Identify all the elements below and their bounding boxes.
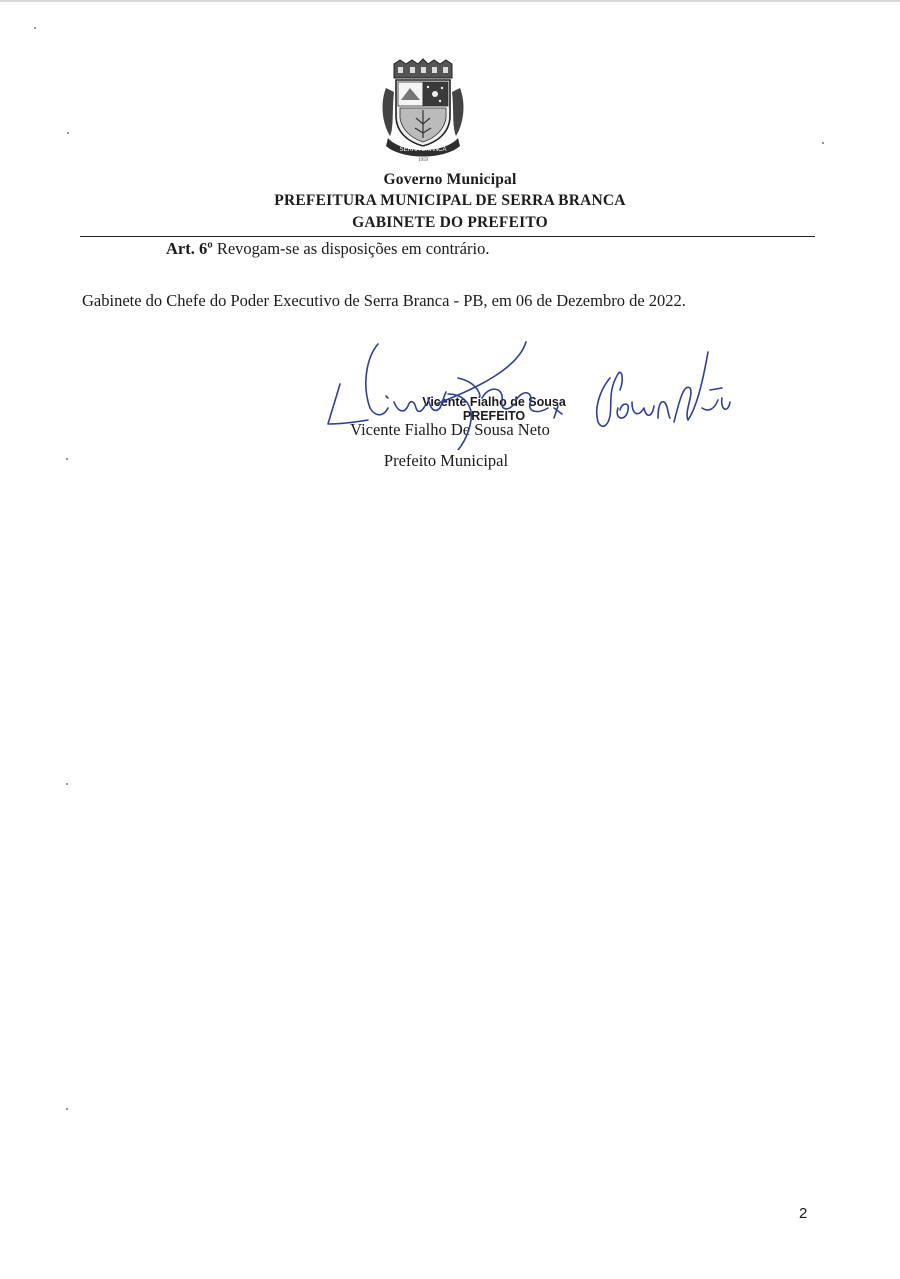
scan-speck <box>66 458 68 460</box>
scan-speck <box>67 132 69 134</box>
page-number: 2 <box>799 1205 808 1222</box>
closing-statement: Gabinete do Chefe do Poder Executivo de Serra Branca - PB, em 06 de Dezembro de 2022. <box>82 291 686 310</box>
signer-role: Prefeito Municipal <box>383 451 509 470</box>
scan-speck <box>66 1108 68 1110</box>
stamp-name: Vicente Fialho de Sousa <box>422 395 566 409</box>
header-government: Governo Municipal <box>383 171 517 188</box>
scan-speck <box>822 142 824 144</box>
signer-name: Vicente Fialho De Sousa Neto <box>350 420 550 439</box>
article-text: Revogam-se as disposições em contrário. <box>212 239 490 258</box>
stamp-title: PREFEITO <box>462 409 526 423</box>
article-6 <box>166 239 489 259</box>
scan-top-edge <box>0 0 900 2</box>
handwritten-signature-icon <box>318 338 738 450</box>
crest-year: 1959 <box>418 158 428 162</box>
header-divider <box>80 236 815 237</box>
header-cabinet: GABINETE DO PREFEITO <box>352 214 548 231</box>
coat-of-arms-icon <box>380 58 466 162</box>
header-prefecture: PREFEITURA MUNICIPAL DE SERRA BRANCA <box>274 192 626 209</box>
scan-speck <box>66 783 68 785</box>
article-label: Art. 6º <box>166 239 213 258</box>
crest-motto: SERRA BRANCA <box>399 147 447 153</box>
scan-speck <box>34 27 36 29</box>
